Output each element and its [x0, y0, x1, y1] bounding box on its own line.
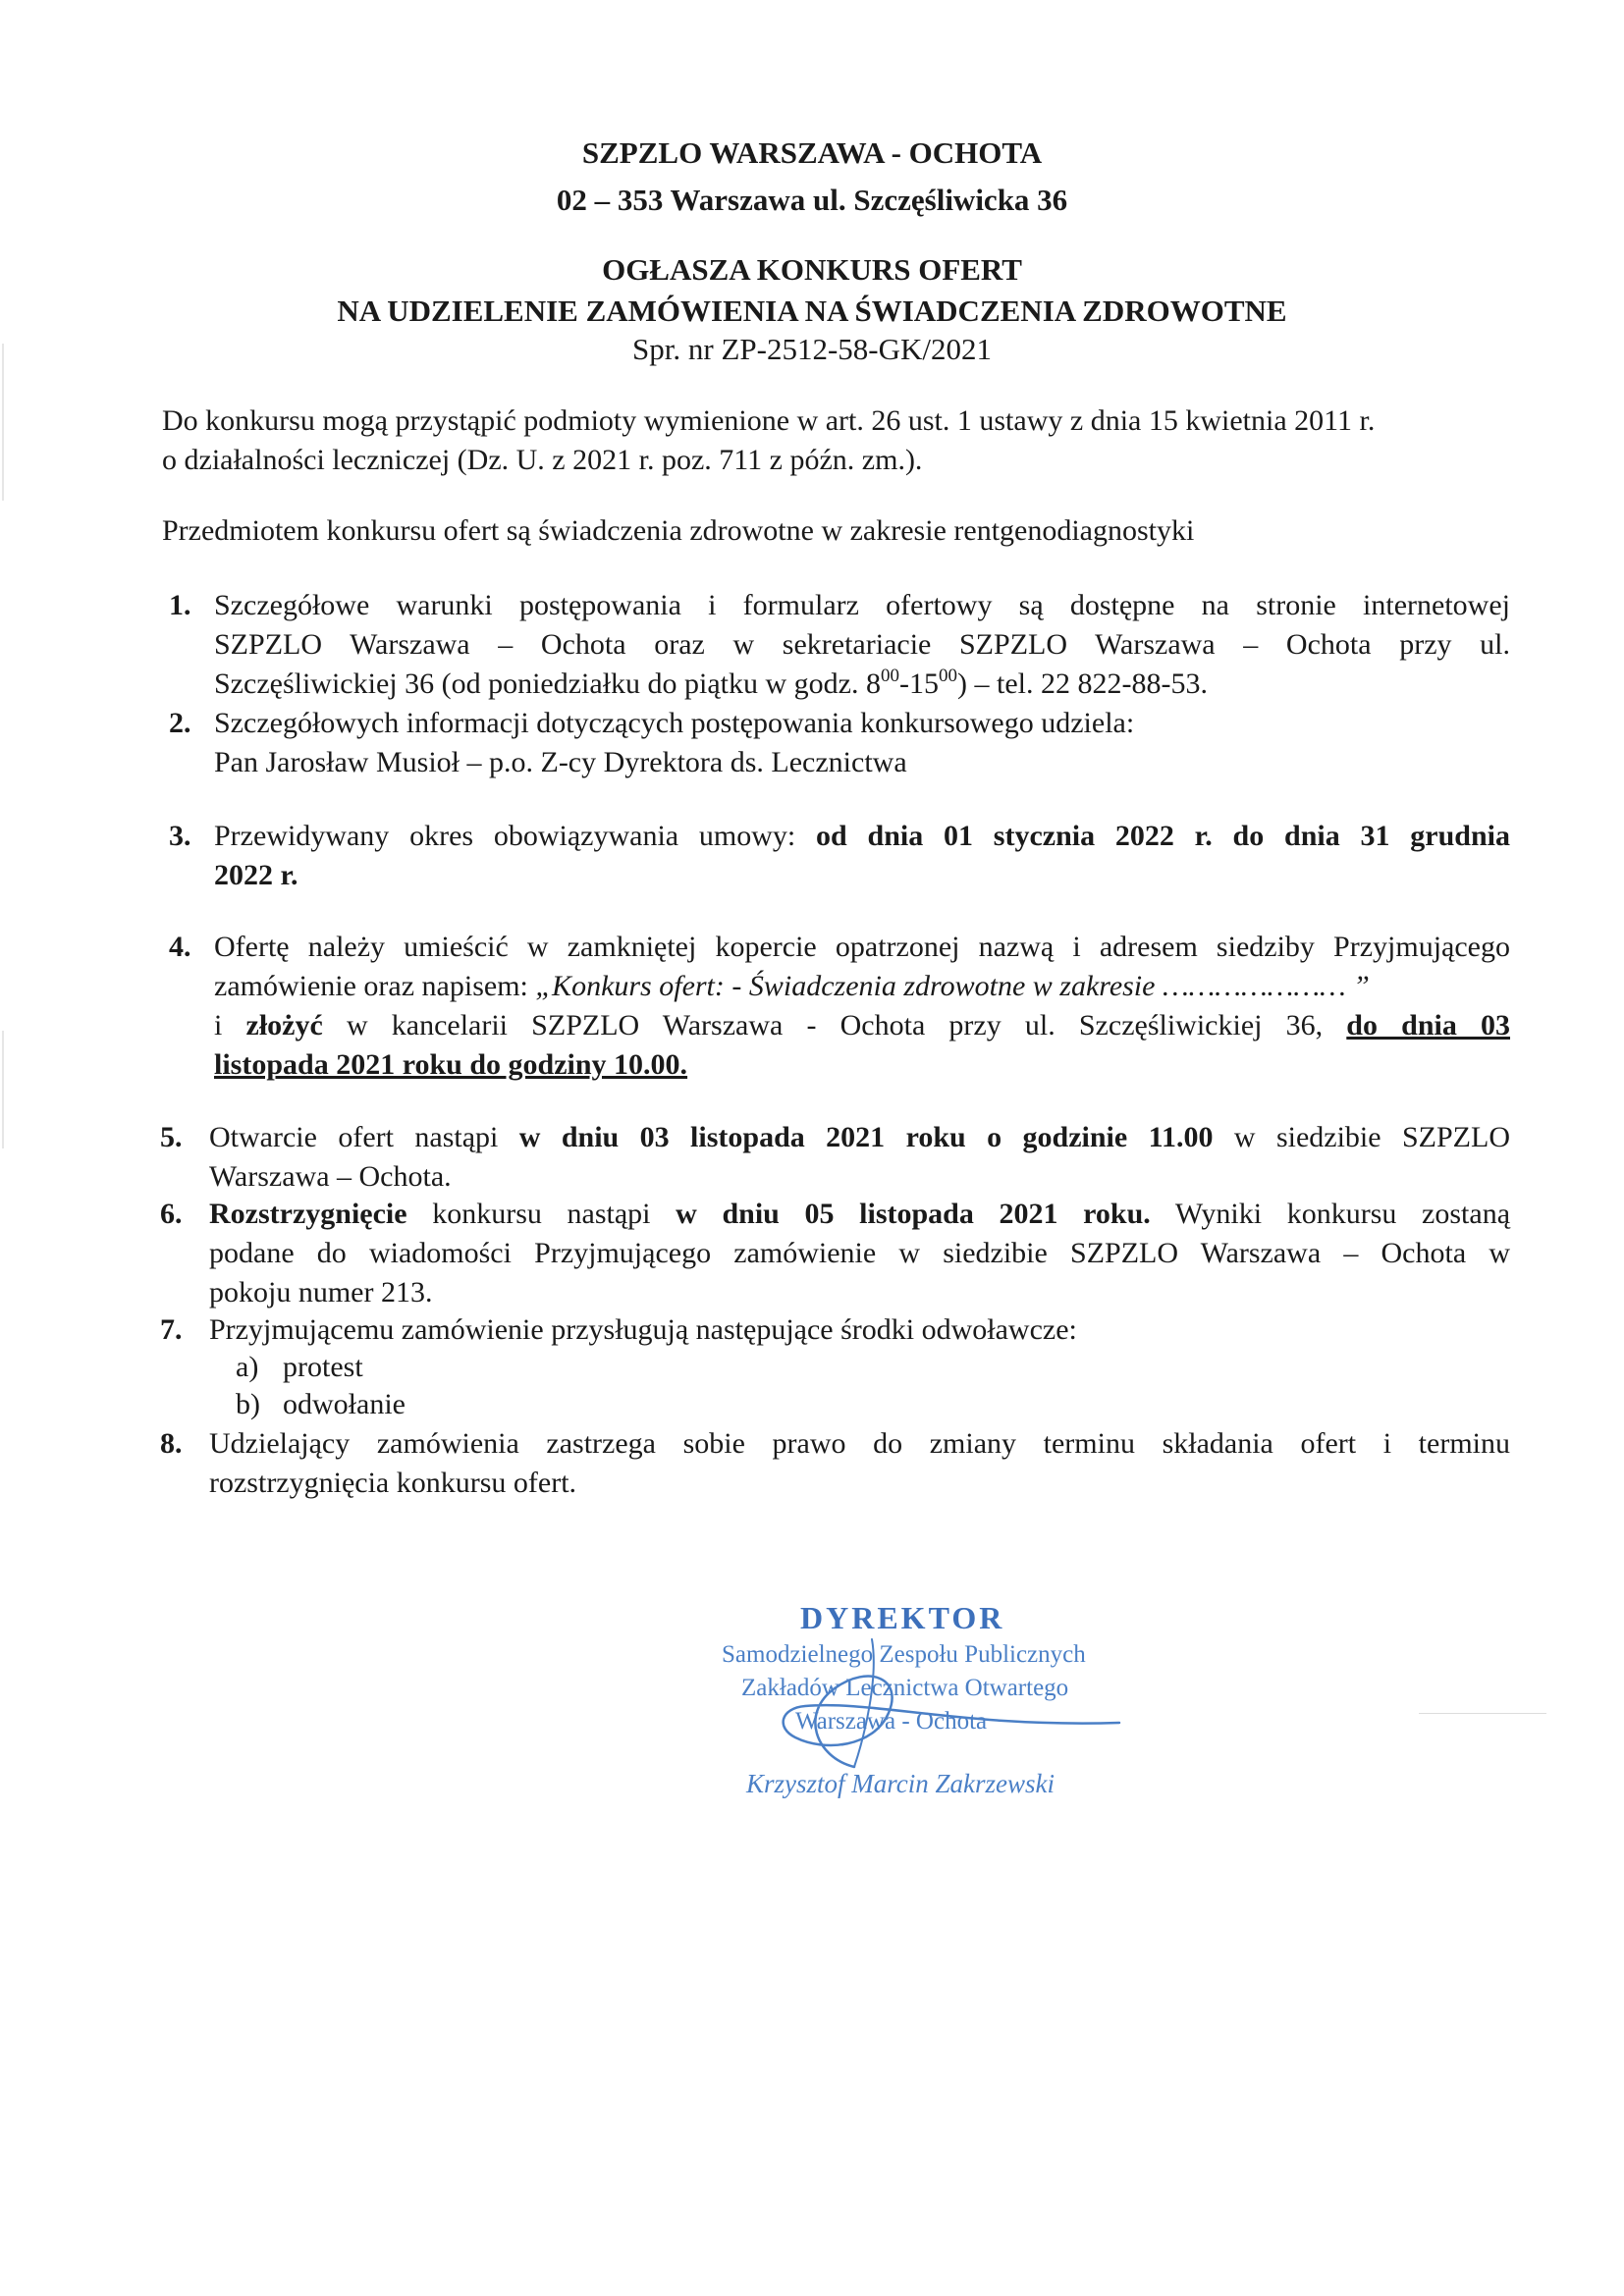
stamp-line-2: Zakładów Lecznictwa Otwartego [741, 1675, 1069, 1701]
item-4-number: 4. [169, 931, 191, 963]
item-7-sub-b-label: b) [236, 1388, 260, 1420]
intro-line-2: o działalności leczniczej (Dz. U. z 2021 r. poz. 711 z późn. zm.). [162, 444, 923, 476]
announcement-subtitle: NA UDZIELENIE ZAMÓWIENIA NA ŚWIADCZENIA ZDROWOTNE [337, 294, 1287, 328]
item-5-number: 5. [160, 1121, 183, 1153]
item-6-line-2: podane do wiadomości Przyjmującego zamówienie w siedzibie SZPZLO Warszawa – Ochota w [209, 1237, 1510, 1269]
item-6-line-1: Rozstrzygnięcie konkursu nastąpi w dniu 05 listopada 2021 roku. Wyniki konkursu zostaną [209, 1198, 1511, 1230]
item-3-line-2: 2022 r. [214, 859, 298, 891]
item-7-line-1: Przyjmującemu zamówienie przysługują następujące środki odwoławcze: [209, 1313, 1077, 1346]
item-5-line-2: Warszawa – Ochota. [209, 1160, 452, 1193]
item-7-sub-a-label: a) [236, 1351, 259, 1383]
item-6-number: 6. [160, 1198, 183, 1230]
item-4-line-2: zamówienie oraz napisem: „Konkurs ofert: - Świadczenia zdrowotne w zakresie ………………… ” [214, 970, 1370, 1002]
stamp-title: DYREKTOR [800, 1600, 1005, 1635]
org-address: 02 – 353 Warszawa ul. Szczęśliwicka 36 [556, 183, 1068, 217]
item-2-number: 2. [169, 707, 191, 739]
signature-name: Krzysztof Marcin Zakrzewski [746, 1769, 1056, 1798]
item-1-line-1: Szczegółowe warunki postępowania i formularz ofertowy są dostępne na stronie internetowej [214, 589, 1510, 621]
item-1-number: 1. [169, 589, 191, 621]
handwritten-signature [707, 1620, 1149, 1777]
item-4-line-1: Ofertę należy umieścić w zamkniętej kopercie opatrzonej nazwą i adresem siedziby Przyjmującego [214, 931, 1510, 963]
org-name: SZPZLO WARSZAWA - OCHOTA [581, 135, 1043, 170]
item-8-line-1: Udzielający zamówienia zastrzega sobie prawo do zmiany terminu składania ofert i terminu [209, 1427, 1510, 1460]
subject-line: Przedmiotem konkursu ofert są świadczenia zdrowotne w zakresie rentgenodiagnostyki [162, 514, 1195, 547]
item-7-sub-a: protest [283, 1351, 363, 1383]
item-6-line-3: pokoju numer 213. [209, 1276, 433, 1308]
stamp-line-3: Warszawa - Ochota [795, 1708, 988, 1735]
item-5-line-1: Otwarcie ofert nastąpi w dniu 03 listopada 2021 roku o godzinie 11.00 w siedzibie SZPZLO [209, 1121, 1510, 1153]
scan-artifact [2, 1031, 4, 1148]
director-stamp [707, 1600, 1149, 1816]
item-7-number: 7. [160, 1313, 183, 1346]
intro-line-1: Do konkursu mogą przystąpić podmioty wymienione w art. 26 ust. 1 ustawy z dnia 15 kwietnia 2011 r. [162, 404, 1376, 437]
item-4-line-3: i złożyć w kancelarii SZPZLO Warszawa - Ochota przy ul. Szczęśliwickiej 36, do dnia 03 [214, 1009, 1511, 1041]
item-3-line-1: Przewidywany okres obowiązywania umowy: od dnia 01 stycznia 2022 r. do dnia 31 grudnia [214, 820, 1510, 852]
item-8-number: 8. [160, 1427, 183, 1460]
stamp-line-1: Samodzielnego Zespołu Publicznych [722, 1641, 1086, 1668]
scan-artifact [2, 344, 4, 501]
case-number: Spr. nr ZP-2512-58-GK/2021 [632, 332, 992, 366]
item-8-line-2: rozstrzygnięcia konkursu ofert. [209, 1467, 577, 1499]
item-2-line-1: Szczegółowych informacji dotyczących postępowania konkursowego udziela: [214, 707, 1135, 739]
announcement-title: OGŁASZA KONKURS OFERT [602, 252, 1022, 287]
faint-scan-line [1419, 1713, 1546, 1714]
item-3-number: 3. [169, 820, 191, 852]
item-4-deadline: listopada 2021 roku do godziny 10.00. [214, 1048, 688, 1081]
item-1-line-3: Szczęśliwickiej 36 (od poniedziałku do piątku w godz. $8^{00}-15^{00}$) – tel. 22 822-88-53. [214, 666, 1208, 700]
item-7-sub-b: odwołanie [283, 1388, 406, 1420]
item-1-line-2: SZPZLO Warszawa – Ochota oraz w sekretariacie SZPZLO Warszawa – Ochota przy ul. [214, 628, 1510, 661]
item-2-line-2: Pan Jarosław Musioł – p.o. Z-cy Dyrektora ds. Lecznictwa [214, 746, 907, 778]
